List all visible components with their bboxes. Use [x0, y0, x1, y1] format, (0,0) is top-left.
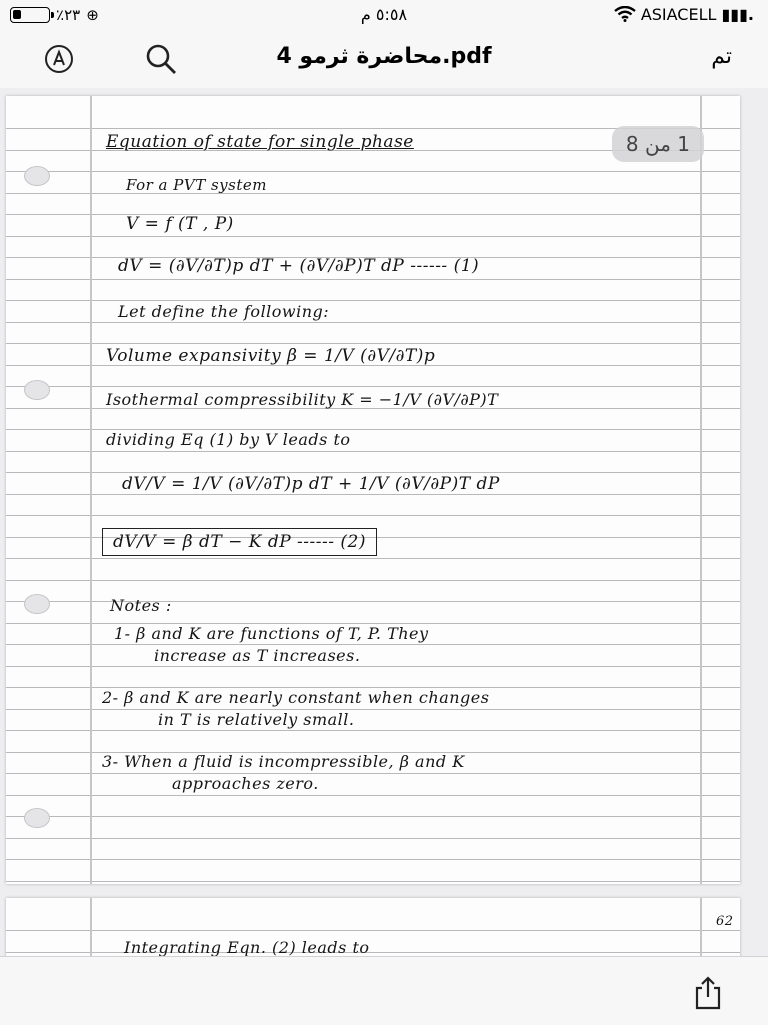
status-time: ٥:٥٨ م [360, 5, 408, 24]
ruled-line [6, 451, 740, 452]
ruled-line [6, 881, 740, 882]
heading: Equation of state for single phase [106, 132, 414, 152]
pdf-viewer[interactable] [0, 88, 768, 956]
ruled-line [6, 838, 740, 839]
page-indicator: 1 من 8 [612, 126, 704, 162]
ruled-line [6, 515, 740, 516]
handwritten-line: Integrating Eqn. (2) leads to [124, 938, 370, 956]
ruled-line [6, 773, 740, 774]
equation-line: dV/V = 1/V (∂V/∂T)p dT + 1/V (∂V/∂P)T dP [122, 474, 500, 494]
left-margin-line [90, 96, 92, 884]
carrier-group [614, 5, 754, 24]
done-button[interactable]: تم [711, 44, 732, 69]
isothermal-compressibility-line: Isothermal compressibility K = −1/V (∂V/∂P)T [106, 390, 499, 409]
notes-heading: Notes : [110, 596, 172, 615]
ruled-line [6, 666, 740, 667]
note-3-cont: approaches zero. [172, 774, 319, 793]
pdf-page-1 [6, 96, 740, 884]
right-margin-line [700, 96, 702, 884]
battery-percent: ٪٢٣ [56, 6, 81, 24]
handwritten-line: Let define the following: [118, 302, 330, 321]
ruled-line [6, 214, 740, 215]
binder-hole [24, 380, 50, 400]
note-1-cont: increase as T increases. [154, 646, 361, 665]
ruled-line [6, 558, 740, 559]
ruled-line [6, 859, 740, 860]
ruled-line [6, 236, 740, 237]
binder-hole [24, 808, 50, 828]
ruled-line [6, 952, 740, 953]
wifi-icon [614, 6, 636, 22]
signal-icon: ▮▮▮. [721, 5, 754, 24]
carrier-name: ASIACELL [640, 5, 717, 24]
page-number: 62 [716, 914, 734, 929]
binder-hole [24, 166, 50, 186]
ruled-line [6, 580, 740, 581]
bottom-toolbar [0, 956, 768, 1025]
right-margin-line [700, 898, 702, 956]
ruled-line [6, 386, 740, 387]
handwritten-line: For a PVT system [126, 176, 267, 194]
pdf-page-2 [6, 898, 740, 956]
handwritten-line: dividing Eq (1) by V leads to [106, 430, 351, 449]
ruled-line [6, 816, 740, 817]
equation-1: dV = (∂V/∂T)p dT + (∂V/∂P)T dP ------ (1) [118, 256, 480, 276]
share-icon[interactable] [690, 975, 726, 1011]
status-bar [0, 0, 768, 30]
ruled-line [6, 730, 740, 731]
ruled-line [6, 472, 740, 473]
ruled-line [6, 300, 740, 301]
document-title: محاضرة ثرمو 4.pdf [276, 44, 492, 69]
ruled-line [6, 709, 740, 710]
navigation-bar [0, 30, 768, 89]
binder-hole [24, 594, 50, 614]
note-3: 3- When a fluid is incompressible, β and K [102, 752, 465, 771]
equation-2-boxed: dV/V = β dT − K dP ------ (2) [102, 528, 377, 556]
note-1: 1- β and K are functions of T, P. They [114, 624, 429, 643]
ruled-line [6, 322, 740, 323]
ruled-line [6, 795, 740, 796]
note-2-cont: in T is relatively small. [158, 710, 355, 729]
orientation-lock-icon: ⊕ [86, 6, 99, 24]
ruled-line [6, 279, 740, 280]
ruled-line [6, 343, 740, 344]
left-margin-line [90, 898, 92, 956]
ruled-line [6, 193, 740, 194]
ruled-line [6, 644, 740, 645]
ruled-line [6, 930, 740, 931]
ruled-line [6, 171, 740, 172]
volume-expansivity-line: Volume expansivity β = 1/V (∂V/∂T)p [106, 346, 436, 366]
note-2: 2- β and K are nearly constant when changes [102, 688, 490, 707]
equation-line: V = f (T , P) [126, 214, 234, 234]
